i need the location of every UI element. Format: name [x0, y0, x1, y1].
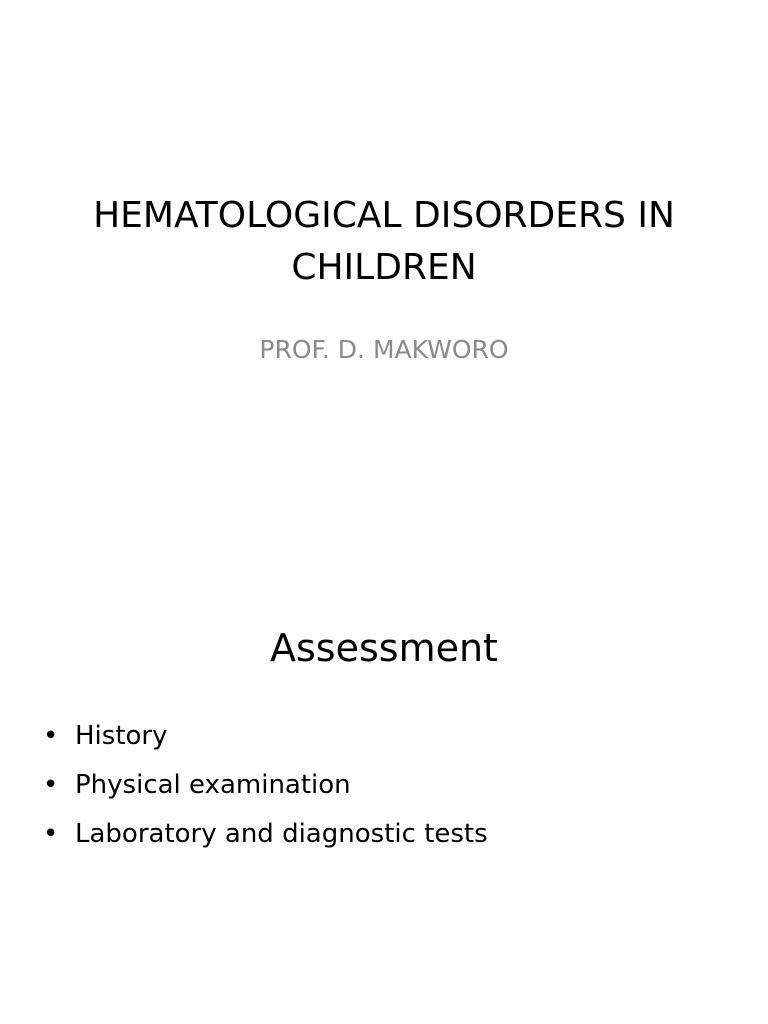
bullet-item-history: [40, 712, 720, 761]
bullet-list: [40, 712, 720, 859]
bullet-icon: •: [43, 721, 59, 751]
bullet-text: Laboratory and diagnostic tests: [75, 819, 488, 849]
bullet-icon: •: [43, 819, 59, 849]
bullet-item-physical-examination: [40, 761, 720, 810]
bullet-text: Physical examination: [75, 770, 351, 800]
presentation-author: PROF. D. MAKWORO: [259, 335, 509, 364]
slide-title: Assessment: [270, 626, 498, 670]
presentation-title: HEMATOLOGICAL DISORDERS IN CHILDREN: [93, 195, 675, 288]
bullet-text: History: [75, 721, 168, 751]
bullet-item-laboratory-tests: [40, 810, 720, 859]
bullet-icon: •: [43, 770, 59, 800]
